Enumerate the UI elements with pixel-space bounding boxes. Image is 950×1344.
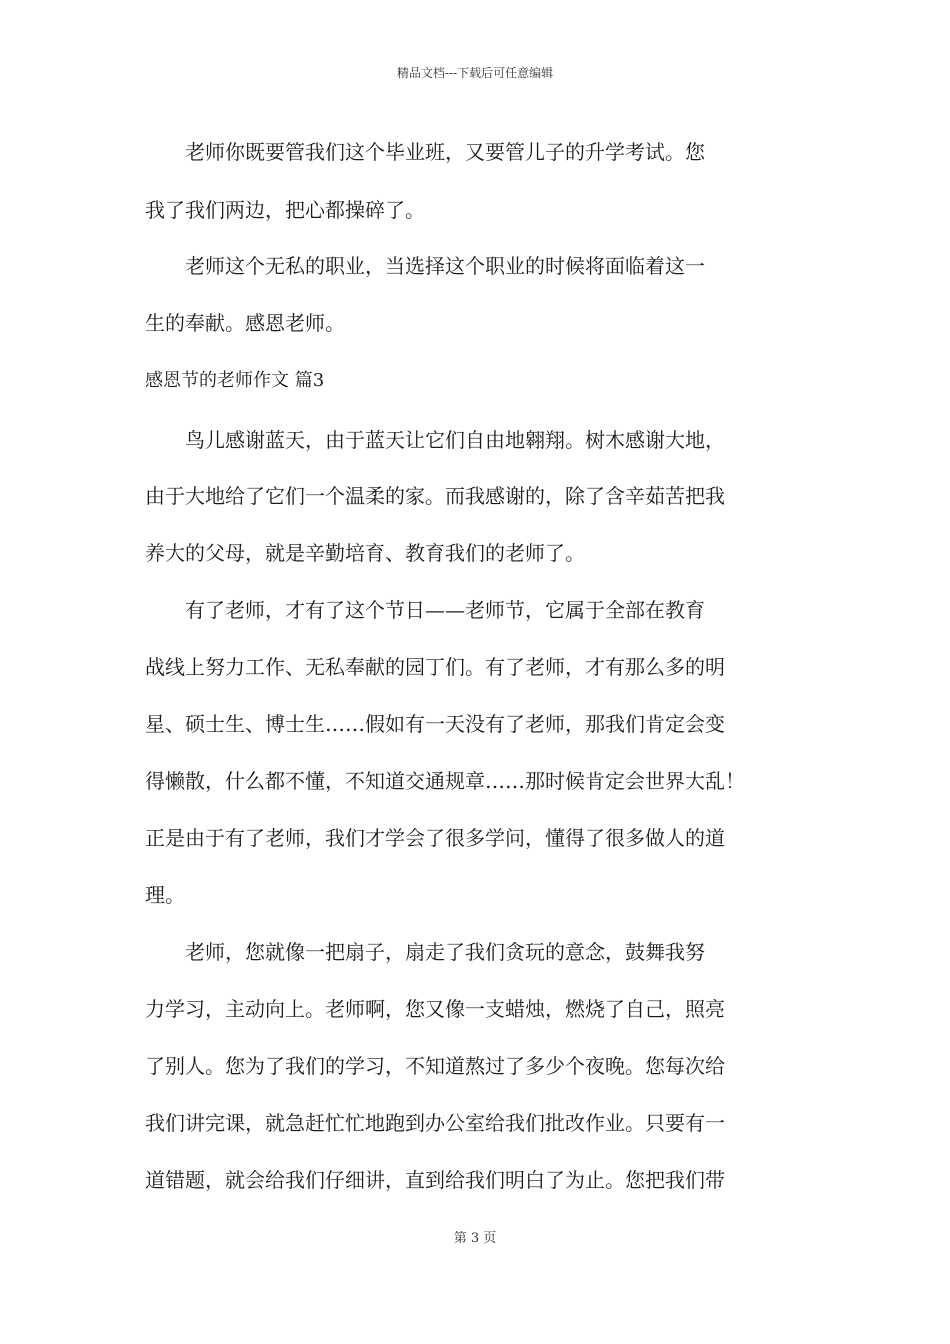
paragraph-line: 我了我们两边，把心都操碎了。: [145, 198, 425, 222]
paragraph-line: 养大的父母，就是辛勤培育、教育我们的老师了。: [145, 541, 585, 565]
page-header: 精品文档---下载后可任意编辑: [396, 66, 554, 80]
paragraph-line: 老师你既要管我们这个毕业班，又要管儿子的升学考试。您: [145, 140, 705, 164]
paragraph-line: 力学习，主动向上。老师啊，您又像一支蜡烛，燃烧了自己，照亮: [145, 997, 725, 1021]
paragraph-line: 我们讲完课，就急赶忙忙地跑到办公室给我们批改作业。只要有一: [145, 1111, 725, 1135]
paragraph-line: 老师这个无私的职业，当选择这个职业的时候将面临着这一: [145, 254, 705, 278]
section-heading: 感恩节的老师作文 篇3: [145, 370, 325, 391]
paragraph-line: 鸟儿感谢蓝天，由于蓝天让它们自由地翱翔。树木感谢大地，: [145, 428, 725, 452]
paragraph-line: 有了老师，才有了这个节日——老师节，它属于全部在教育: [145, 598, 705, 622]
paragraph-line: 战线上努力工作、无私奉献的园丁们。有了老师，才有那么多的明: [145, 655, 725, 679]
paragraph-line: 得懒散，什么都不懂，不知道交通规章……那时候肯定会世界大乱！: [145, 769, 745, 793]
page-number: 第 3 页: [453, 1231, 497, 1246]
paragraph-line: 了别人。您为了我们的学习，不知道熬过了多少个夜晚。您每次给: [145, 1054, 725, 1078]
paragraph-line: 道错题，就会给我们仔细讲，直到给我们明白了为止。您把我们带: [145, 1168, 725, 1192]
paragraph-line: 老师，您就像一把扇子，扇走了我们贪玩的意念，鼓舞我努: [145, 940, 705, 964]
paragraph-line: 由于大地给了它们一个温柔的家。而我感谢的，除了含辛茹苦把我: [145, 484, 725, 508]
paragraph-line: 正是由于有了老师，我们才学会了很多学问，懂得了很多做人的道: [145, 826, 725, 850]
paragraph-line: 理。: [145, 883, 185, 907]
paragraph-line: 生的奉献。感恩老师。: [145, 311, 345, 335]
paragraph-line: 星、硕士生、博士生……假如有一天没有了老师，那我们肯定会变: [145, 712, 725, 736]
